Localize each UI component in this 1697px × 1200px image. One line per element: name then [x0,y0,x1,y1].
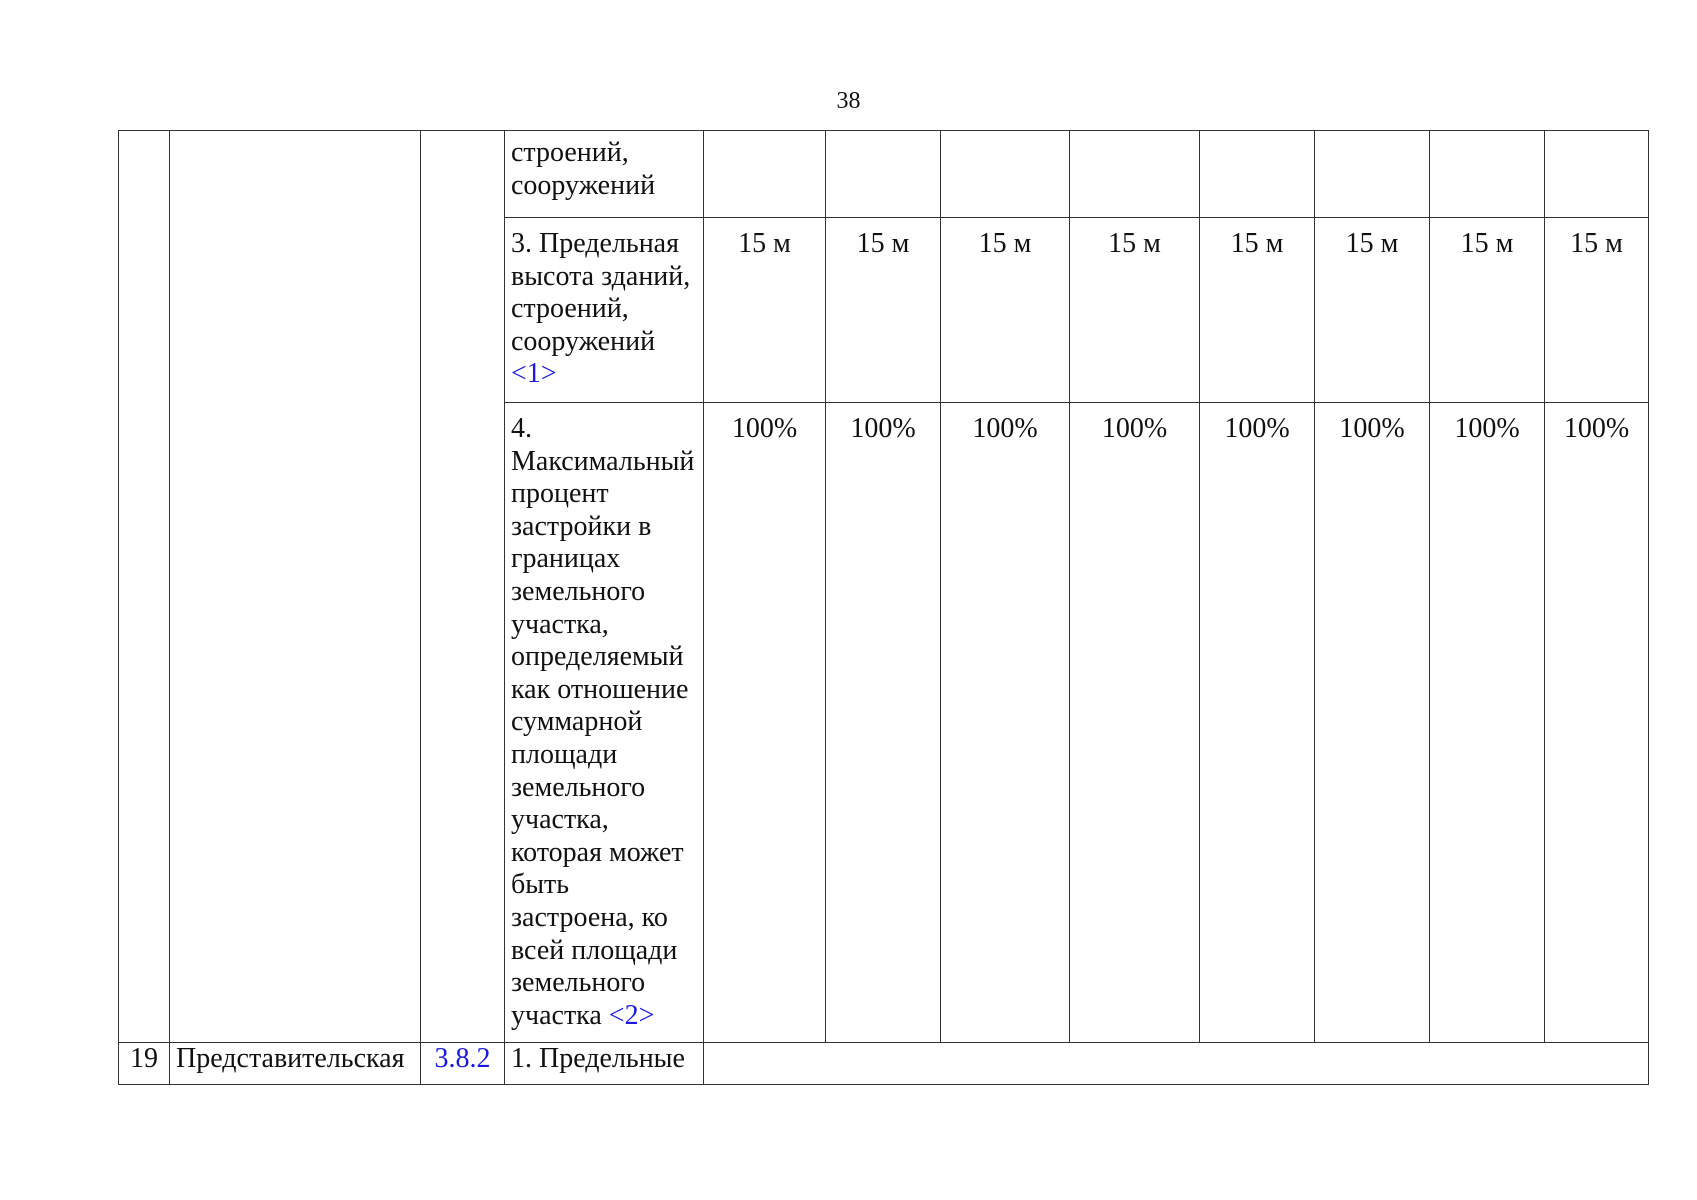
param-line: которая может [511,836,684,868]
value-cell: 15 м [941,218,1070,403]
value-cell: 15 м [1545,218,1649,403]
value-cell: 100% [1315,403,1430,1043]
value-cell-empty [1430,131,1545,218]
param-line: застройки в [511,510,652,542]
param-line: высота зданий, [511,260,691,292]
footnote-link-1[interactable]: <1> [511,358,557,390]
param-line: строений, [511,293,629,325]
value-cell-empty [1070,131,1200,218]
param-line: участка [511,999,602,1031]
param-line: границах [511,543,621,575]
value-cell: 15 м [704,218,826,403]
value-cell: 100% [1200,403,1315,1043]
value-cell: 100% [704,403,826,1043]
page-number: 38 [836,88,861,114]
entry-param: 1. Предельные [505,1043,704,1085]
value-cell: 15 м [1070,218,1200,403]
entry-number: 19 [119,1043,170,1085]
value-cell: 15 м [1315,218,1430,403]
value-cell-empty [1315,131,1430,218]
entry-code-link[interactable]: 3.8.2 [434,1043,491,1074]
value-cell-empty [1200,131,1315,218]
value-cell-empty [704,131,826,218]
value-cell: 100% [941,403,1070,1043]
footnote-link-2[interactable]: <2> [608,999,655,1031]
param-line: застроена, ко [511,901,668,933]
value-cell: 15 м [1200,218,1315,403]
param-line: земельного [511,771,646,803]
param-line: 4. [511,413,532,444]
entry-values-empty [704,1043,1649,1085]
param-line: Максимальный [511,445,695,477]
table-row-entry-19 [119,1043,1649,1085]
param-line: суммарной [511,706,643,738]
param-line: определяемый [511,641,684,673]
param-line: быть [511,869,570,901]
value-cell: 100% [826,403,941,1043]
param-line: сооружений [511,325,656,357]
param-line: процент [511,478,609,510]
param-line: сооружений [511,169,656,201]
value-cell: 100% [1430,403,1545,1043]
entry-name: Представительская [170,1043,421,1085]
param-line: земельного [511,967,646,999]
param-line: как отношение [511,673,689,705]
param-line: всей площади [511,934,678,966]
value-cell: 15 м [826,218,941,403]
param-cell-percent [505,403,704,1043]
value-cell-empty [941,131,1070,218]
number-cell-empty [119,131,170,1043]
param-line: участка, [511,608,609,640]
param-line: земельного [511,575,646,607]
param-line: площади [511,738,618,770]
value-cell-empty [826,131,941,218]
value-cell-empty [1545,131,1649,218]
table-row-continued [119,131,1649,218]
regulations-table [118,130,1649,1085]
value-cell: 100% [1070,403,1200,1043]
param-line: участка, [511,804,609,836]
param-line: строений, [511,137,629,168]
code-cell-empty [421,131,505,1043]
value-cell: 15 м [1430,218,1545,403]
param-line: 3. Предельная [511,228,679,259]
param-cell-height [505,218,704,403]
param-cell-continued [505,131,704,218]
value-cell: 100% [1545,403,1649,1043]
name-cell-empty [170,131,421,1043]
